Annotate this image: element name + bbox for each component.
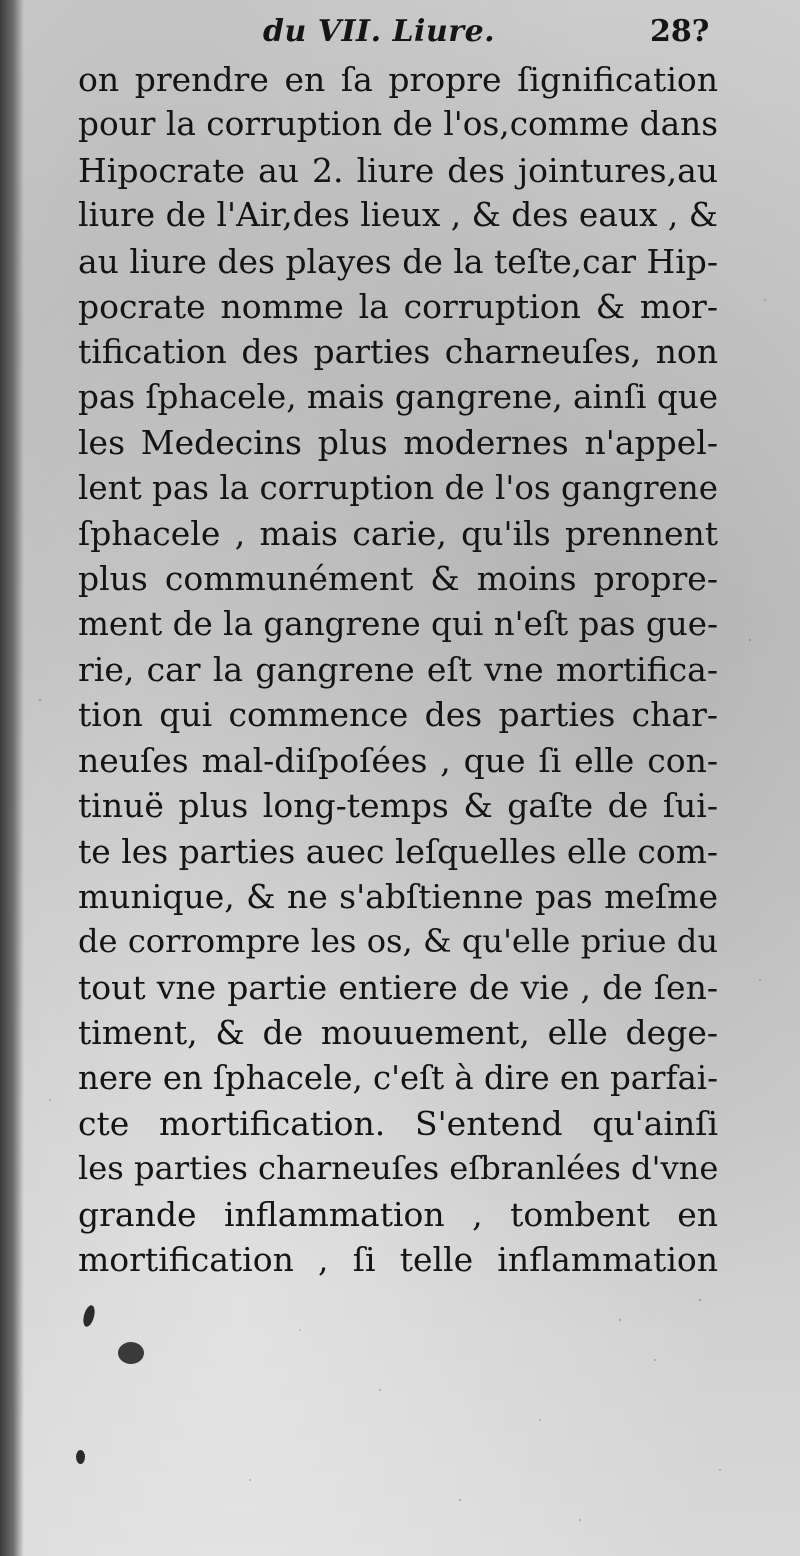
text-line: les parties charneuſes eſbranlées d'vne (78, 1149, 719, 1188)
text-line: nere en ſphacele, c'eſt à dire en parfai- (78, 1058, 719, 1097)
text-line: neuſes mal-diſpoſées , que ſi elle con- (78, 740, 718, 780)
text-line: ſphacele , mais carie, qu'ils prennent (78, 513, 718, 553)
text-line: Hipocrate au 2. liure des jointures,au (78, 150, 718, 190)
text-line: grande inflammation , tombent en (78, 1194, 718, 1234)
text-line: les Medecins plus modernes n'appel- (78, 423, 718, 463)
text-line: plus communément & moins propre- (78, 559, 718, 599)
body-text (78, 57, 718, 1283)
text-line: rie, car la gangrene eſt vne mortifica- (78, 650, 718, 690)
page-gutter-shadow (0, 0, 24, 1556)
ink-blot (81, 1304, 96, 1328)
text-line: tification des parties charneuſes, non (78, 332, 718, 372)
text-line: munique, & ne s'abſtienne pas meſme (78, 877, 718, 917)
running-head: du VII. Liure. (263, 14, 496, 49)
text-line: liure de l'Air,des lieux , & des eaux , & (78, 196, 718, 235)
text-line: au liure des playes de la teſte,car Hip- (78, 241, 718, 281)
text-line: lent pas la corruption de l'os gangrene (78, 468, 718, 507)
text-line: pas ſphacele, mais gangrene, ainſi que (78, 377, 719, 416)
text-line: cte mortification. S'entend qu'ainſi (78, 1103, 718, 1143)
text-line: on prendre en ſa propre ſignification (78, 60, 718, 99)
text-line: tion qui commence des parties char- (78, 695, 718, 735)
text-line: pour la corruption de l'os,comme dans (78, 105, 718, 144)
text-line: pocrate nomme la corruption & mor- (78, 286, 718, 326)
text-line: mortification , ſi telle inflammation (78, 1240, 718, 1280)
ink-blot (76, 1450, 85, 1464)
text-line: tinuë plus long-temps & gaſte de ſui- (78, 786, 718, 826)
text-line: de corrompre les os, & qu'elle priue du (78, 922, 718, 961)
text-line: ment de la gangrene qui n'eſt pas gue- (78, 604, 718, 643)
ink-blot (118, 1342, 144, 1364)
page-number: 28? (650, 14, 710, 49)
text-line: tout vne partie entiere de vie , de ſen- (78, 967, 718, 1007)
text-line: timent, & de mouuement, elle dege- (78, 1013, 718, 1053)
text-line: te les parties auec leſquelles elle com- (78, 831, 719, 871)
